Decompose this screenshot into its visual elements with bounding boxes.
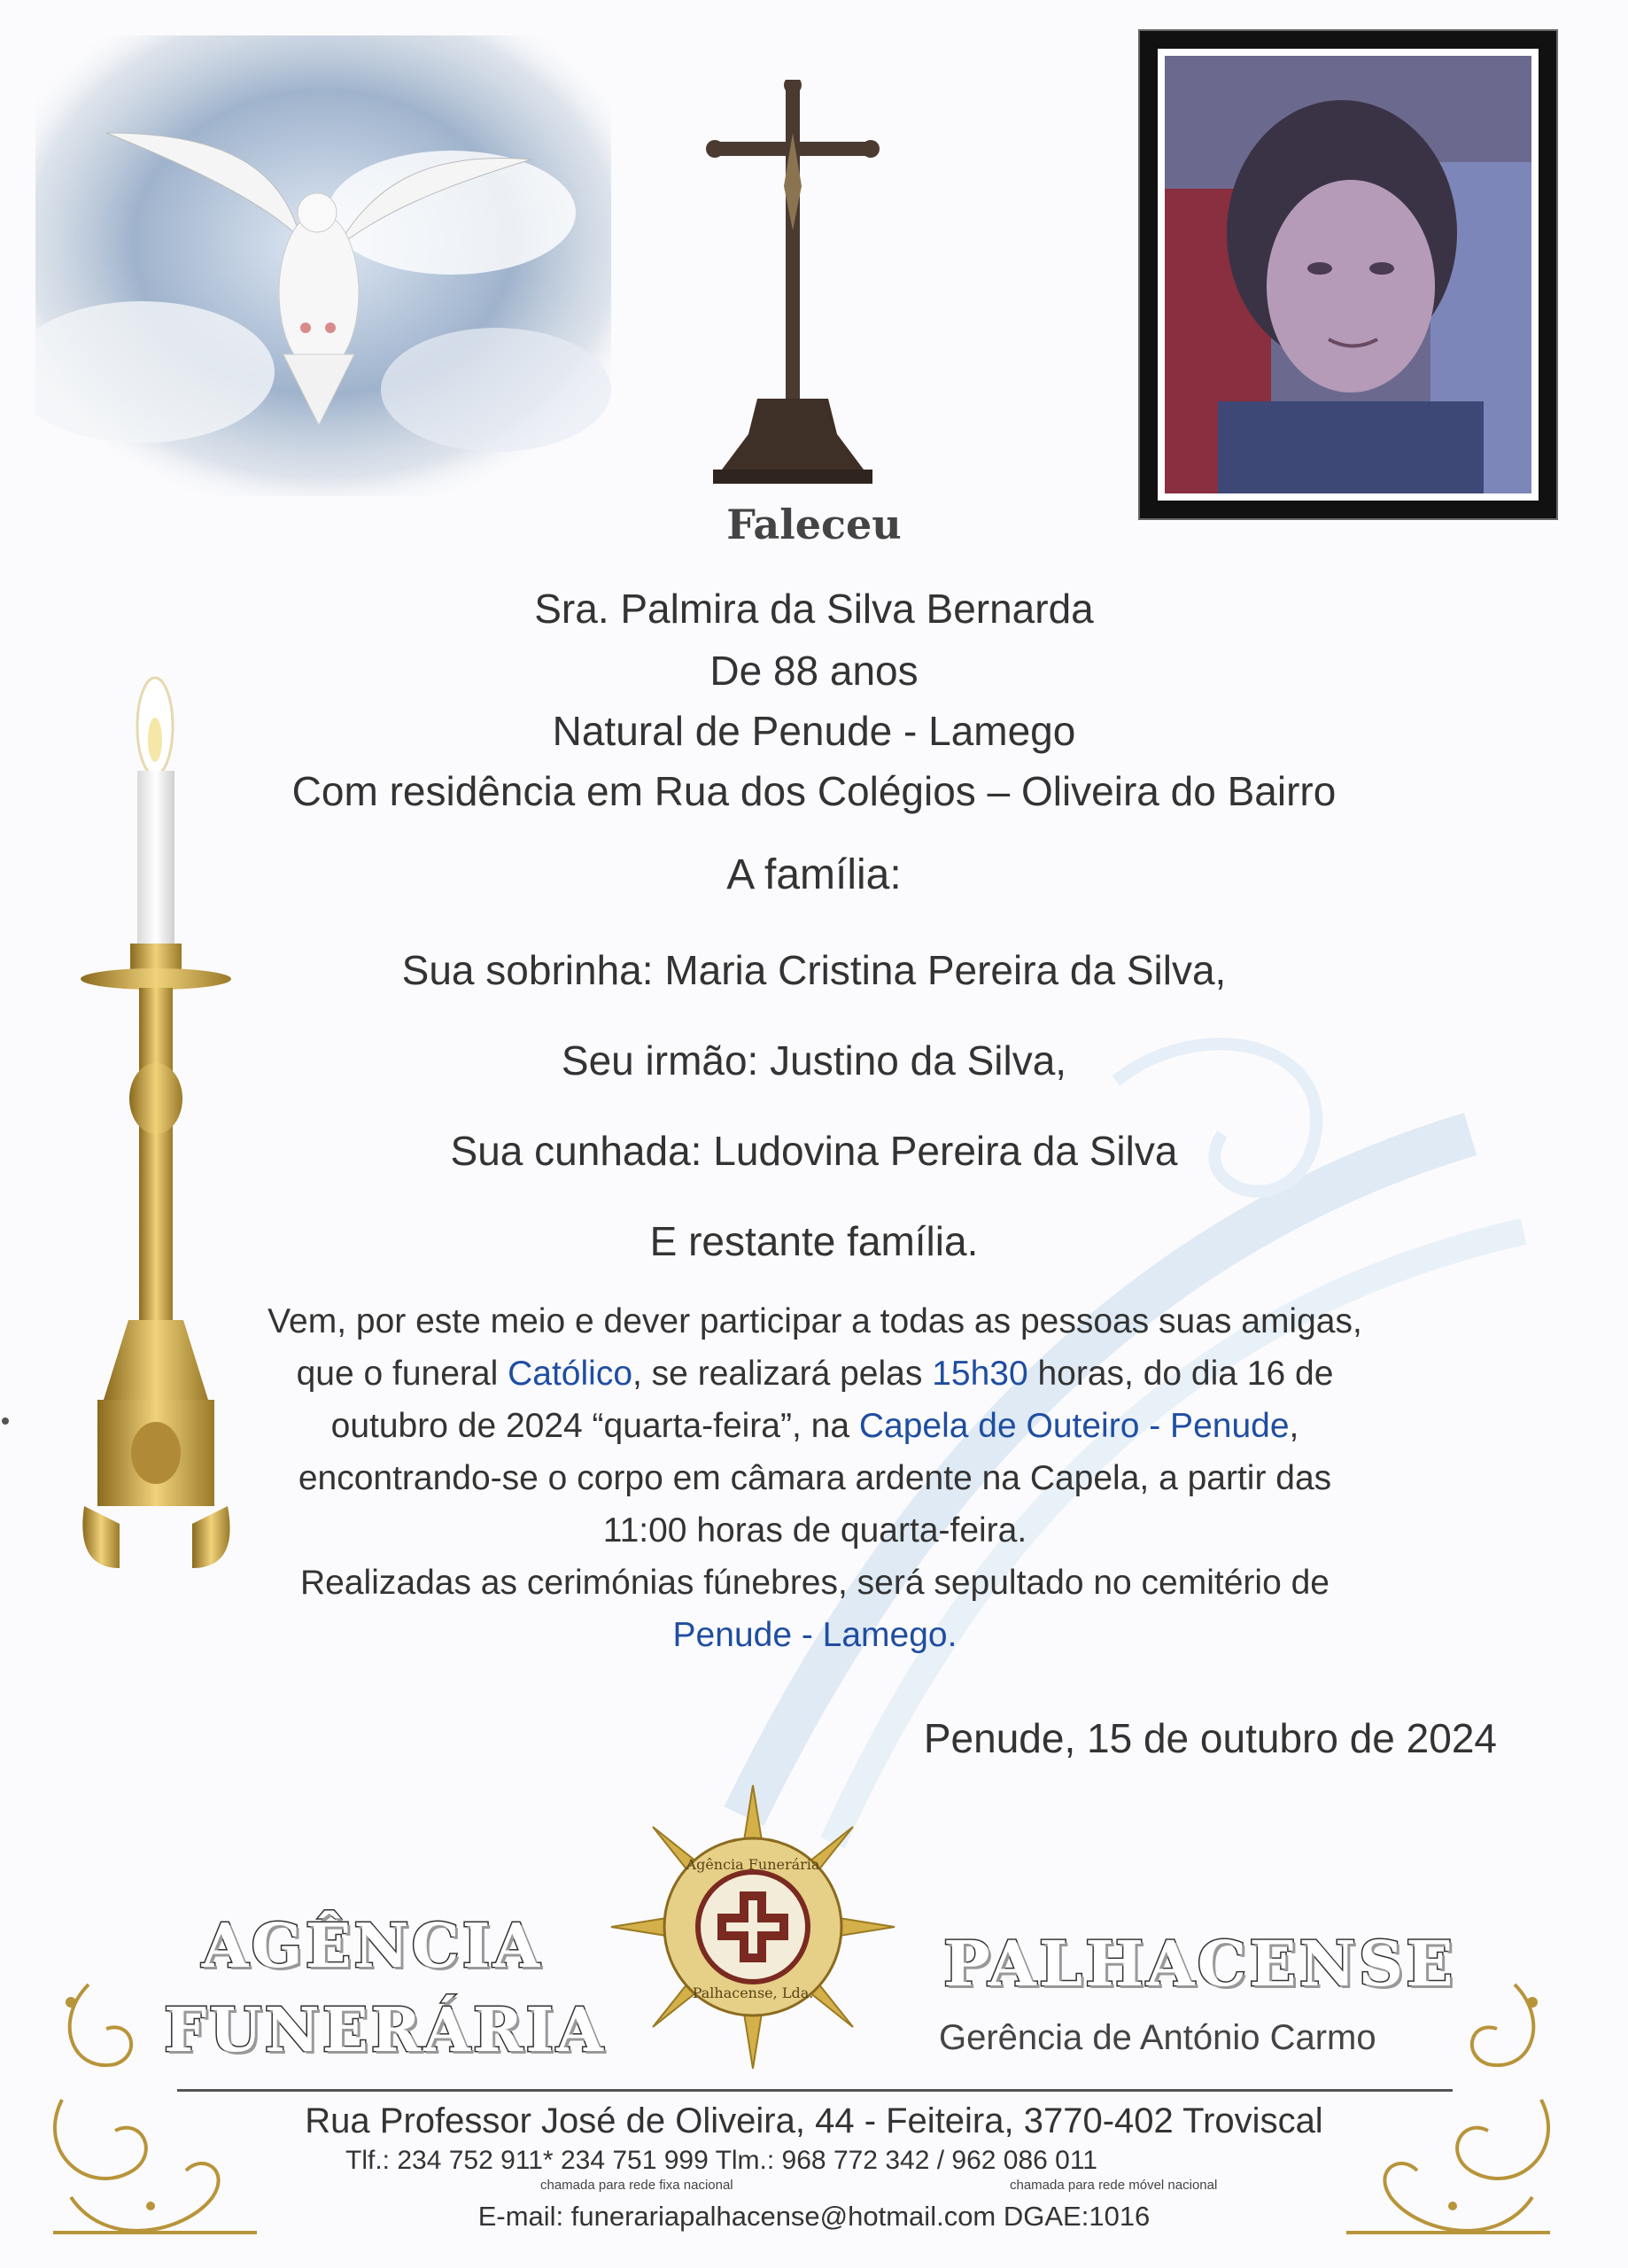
phone-note-mobile: chamada para rede móvel nacional <box>1010 2178 1218 2193</box>
place-date: Penude, 15 de outubro de 2024 <box>923 1715 1497 1761</box>
phone-note-fixed: chamada para rede fixa nacional <box>540 2178 733 2193</box>
notice-text: Realizadas as cerimónias fúnebres, será sepultado no cemitério de <box>300 1564 1330 1602</box>
notice-rite: Católico <box>508 1355 633 1393</box>
agency-type-label <box>164 1905 606 2073</box>
notice-time: 15h30 <box>932 1355 1028 1393</box>
portrait-photo <box>1165 56 1531 493</box>
deceased-age: De 88 anos <box>709 648 919 694</box>
relative-line: Sua cunhada: Ludovina Pereira da Silva <box>450 1128 1178 1174</box>
agency-email: E-mail: funerariapalhacense@hotmail.com DGAE:1016 <box>477 2201 1151 2232</box>
agency-management: Gerência de António Carmo <box>939 2018 1376 2057</box>
dove-clouds-image <box>35 35 611 496</box>
scan-speck <box>2 1418 9 1425</box>
agency-line1: AGÊNCIA <box>201 1911 543 1982</box>
seal-text-top: Agência Funerária <box>686 1856 820 1873</box>
relative-line: E restante família. <box>649 1218 979 1264</box>
relative-line: Seu irmão: Justino da Silva, <box>561 1037 1067 1084</box>
notice-text: Vem, por este meio e dever participar a todas as pessoas suas amigas, que o funeral <box>267 1302 1362 1393</box>
notice-cemetery: Penude - Lamego. <box>672 1616 957 1654</box>
relative-line: Sua sobrinha: Maria Cristina Pereira da Silva, <box>401 947 1227 993</box>
agency-line2: FUNERÁRIA <box>164 1995 606 2066</box>
agency-address: Rua Professor José de Oliveira, 44 - Feiteira, 3770-402 Troviscal <box>305 2101 1323 2140</box>
footer-divider <box>177 2089 1453 2092</box>
agency-name: PALHACENSE <box>943 1927 1456 2000</box>
notice-chapel: Capela de Outeiro - Penude <box>858 1407 1290 1445</box>
agency-seal-emblem <box>607 1781 899 2073</box>
notice-text: horas, do dia 16 de outubro de 2024 “quarta-feira”, na <box>330 1355 1334 1445</box>
seal-text-bottom: Palhacense, Lda. <box>692 1984 814 2001</box>
portrait-frame <box>1140 31 1556 518</box>
notice-text: , encontrando-se o corpo em câmara ardente na Capela, a partir das 11:00 horas de quarta-feira. <box>298 1407 1332 1550</box>
family-heading: A família: <box>726 851 902 898</box>
page-title: Faleceu <box>726 501 902 548</box>
deceased-name: Sra. Palmira da Silva Bernarda <box>534 586 1094 632</box>
crucifix-image <box>704 80 881 487</box>
deceased-origin: Natural de Penude - Lamego <box>552 708 1076 754</box>
agency-phones: Tlf.: 234 752 911* 234 751 999 Tlm.: 968 772 342 / 962 086 011 <box>345 2146 1097 2175</box>
funeral-notice <box>257 1295 1373 1661</box>
notice-text: , se realizará pelas <box>632 1355 933 1393</box>
deceased-residence: Com residência em Rua dos Colégios – Oliveira do Bairro <box>291 768 1337 814</box>
